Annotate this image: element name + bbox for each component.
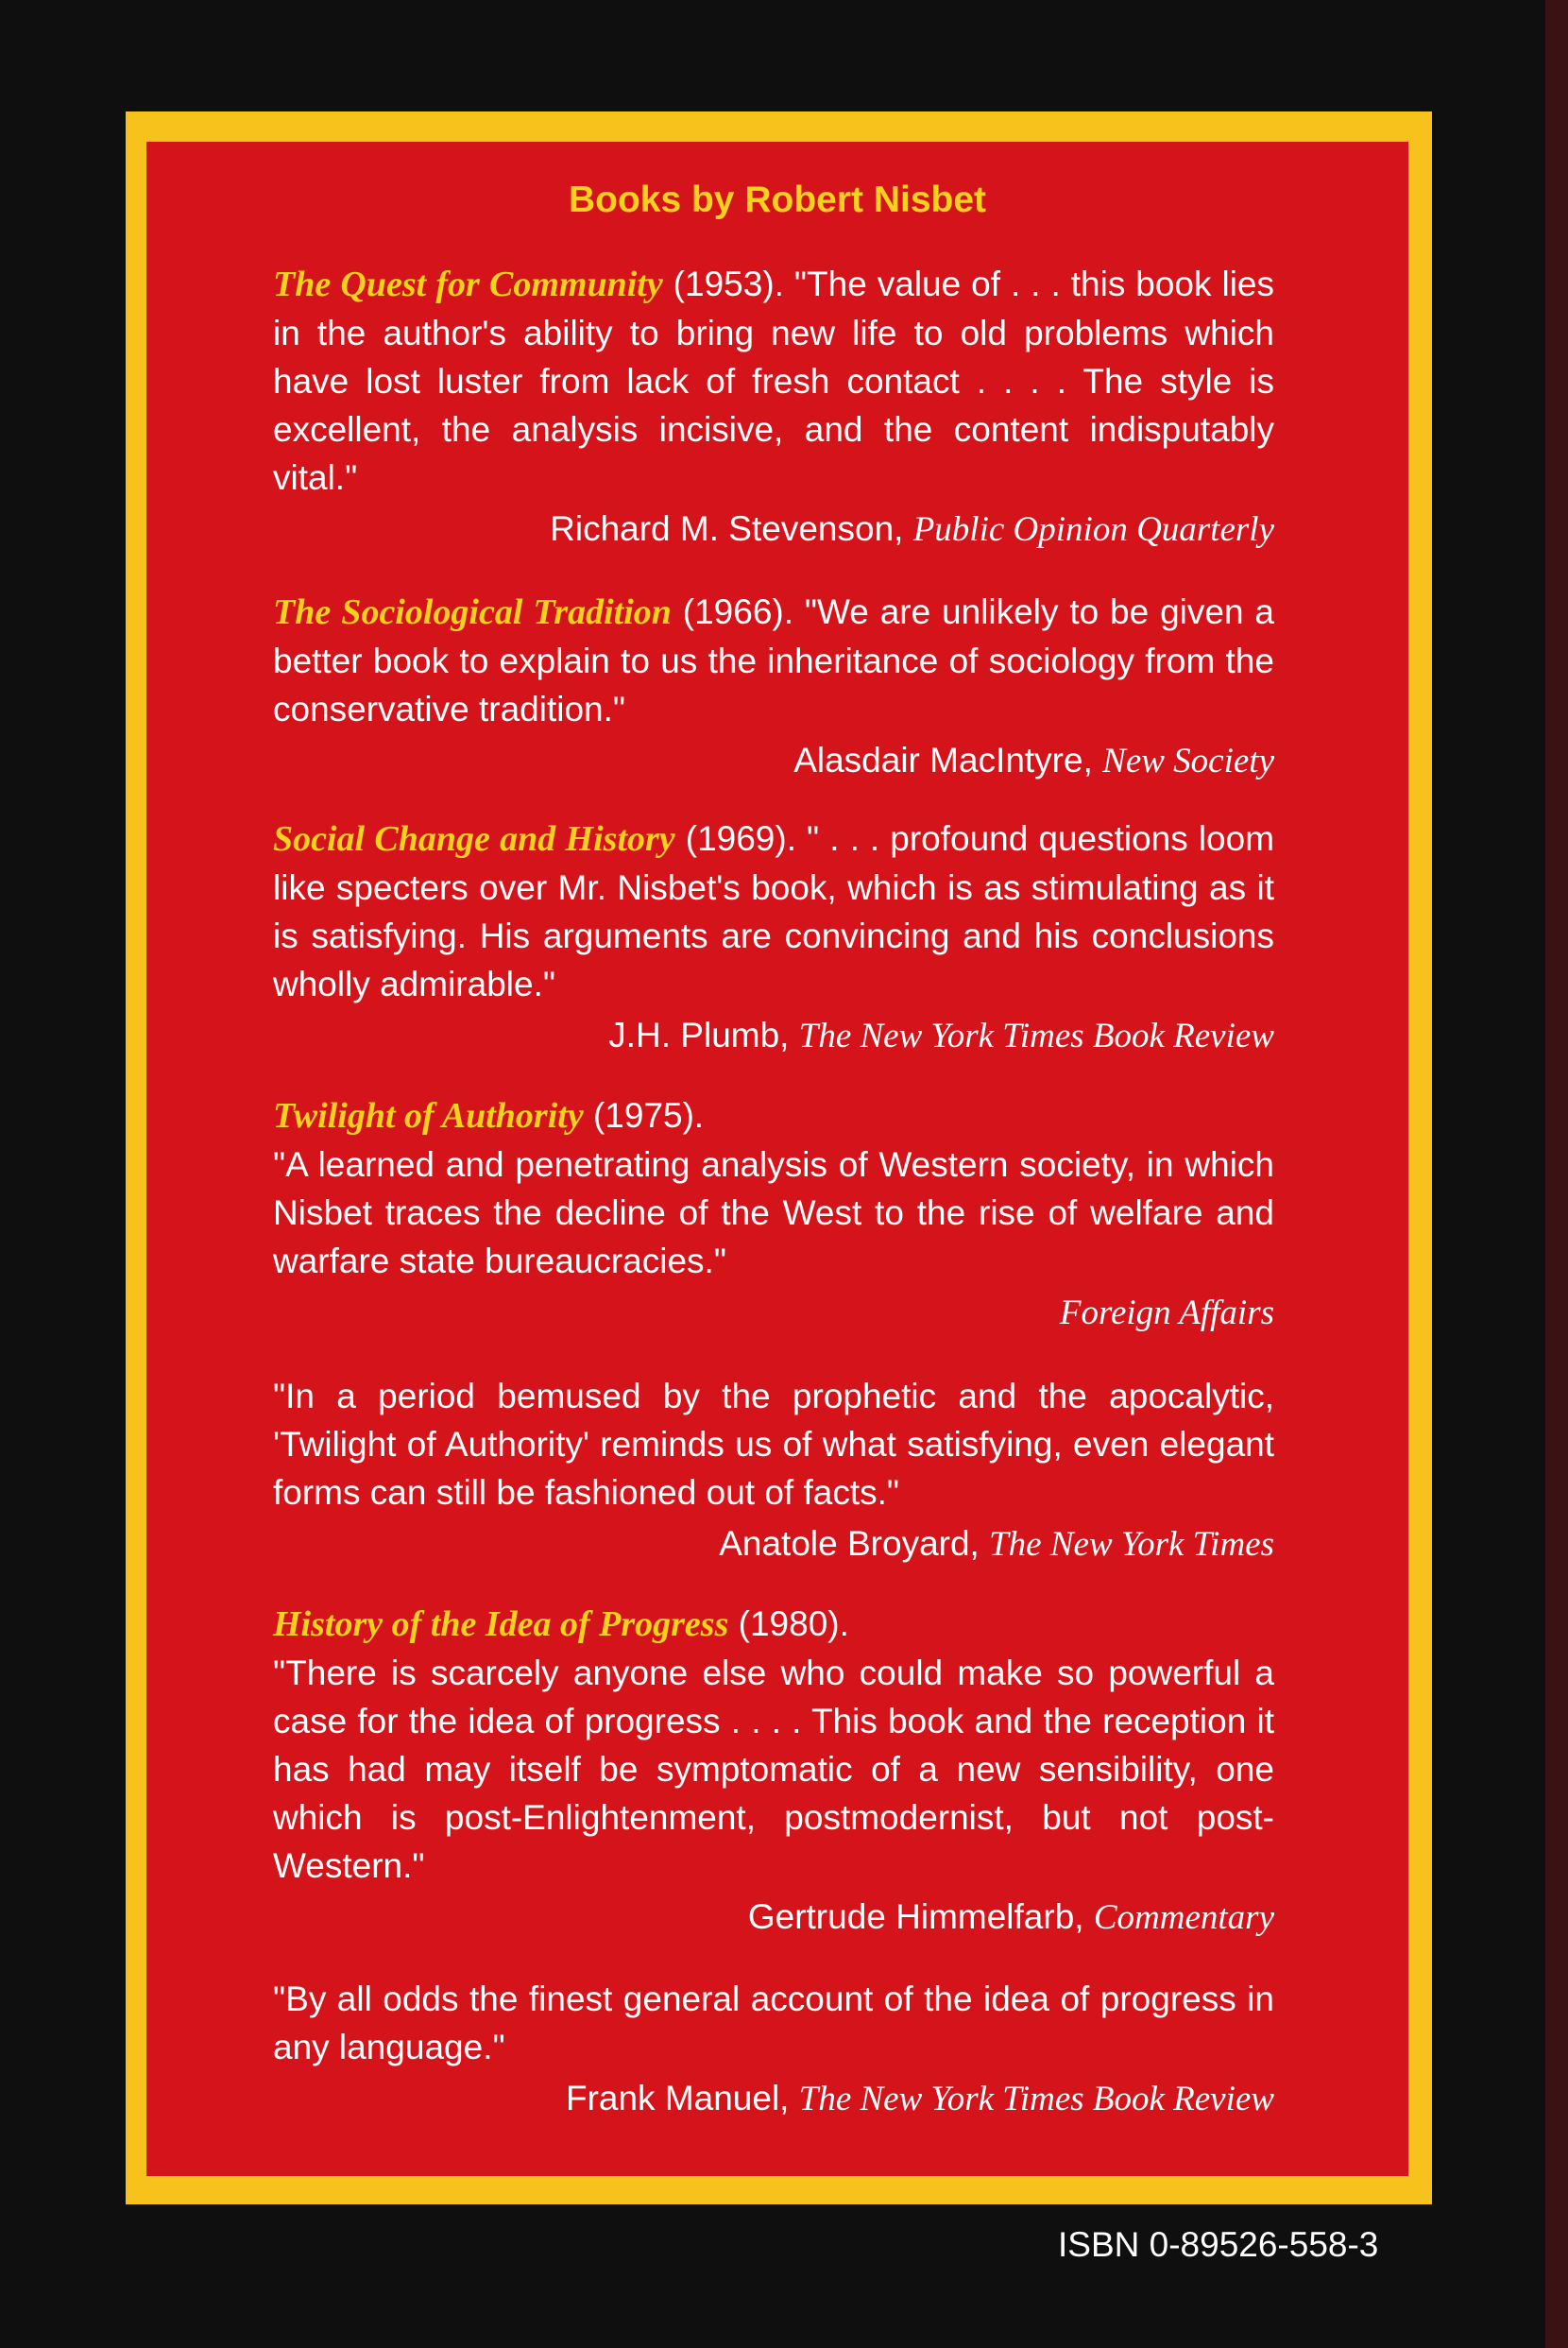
source-publication: The New York Times Book Review: [798, 1017, 1274, 1055]
review-entry: [273, 1975, 1274, 2123]
source-publication: Commentary: [1093, 1898, 1274, 1937]
attribution: [273, 1011, 1274, 1060]
attribution: [273, 2074, 1274, 2123]
book-title: The Sociological Tradition: [273, 592, 672, 632]
source-publication: New Society: [1102, 742, 1274, 780]
review-quote: "The value of . . . this book lies in the author's ability to bring new life to old problems which have lost luster from lack of fresh contact . . . . The style is excellent, the analysis incisive, and the content indisputably vital.": [273, 265, 1274, 497]
book-title: Social Change and History: [273, 819, 675, 859]
page-title: Books by Robert Nisbet: [568, 180, 987, 220]
attribution: [273, 1893, 1274, 1942]
review-quote: " . . . profound questions loom like specters over Mr. Nisbet's book, which is as stimulating as it is satisfying. His arguments are convincing and his conclusions wholly admirable.": [273, 819, 1275, 1003]
red-panel: [146, 142, 1408, 2176]
attribution: [273, 505, 1274, 554]
book-title: History of the Idea of Progress: [273, 1604, 729, 1644]
review-quote: "There is scarcely anyone else who could make so powerful a case for the idea of progress . . . . This book and the reception it has had may itself be symptomatic of a new sensibility, one which is post-Enlightenment, postmodernist, but not post-Western.": [273, 1654, 1274, 1885]
isbn-number: ISBN 0-89526-558-3: [1058, 2225, 1379, 2264]
cover-edge: [1545, 0, 1568, 2348]
source-publication: Foreign Affairs: [1059, 1294, 1274, 1332]
reviewer-name: Richard M. Stevenson,: [550, 509, 913, 548]
review-quote: "A learned and penetrating analysis of Western society, in which Nisbet traces the decline of the West to the rise of welfare and warfare state bureaucracies.": [273, 1145, 1274, 1280]
review-quote: "In a period bemused by the prophetic and the apocalytic, 'Twilight of Authority' reminds us of what satisfying, even elegant forms can still be fashioned out of facts.": [273, 1377, 1274, 1512]
reviewer-name: Gertrude Himmelfarb,: [747, 1897, 1094, 1936]
publication-year: (1969).: [674, 819, 808, 858]
publication-year: (1980).: [728, 1604, 849, 1643]
review-entry: [273, 1600, 1274, 1942]
reviewer-name: J.H. Plumb,: [608, 1016, 799, 1054]
review-entry: [273, 814, 1274, 1060]
review-entry: [273, 588, 1274, 785]
source-publication: The New York Times Book Review: [798, 2080, 1274, 2118]
publication-year: (1975).: [583, 1096, 705, 1135]
book-title: Twilight of Authority: [273, 1096, 584, 1136]
reviewer-name: Alasdair MacIntyre,: [793, 741, 1103, 780]
review-quote: "We are unlikely to be given a better book to explain to us the inheritance of sociology from the conservative tradition.": [273, 592, 1274, 728]
source-publication: Public Opinion Quarterly: [912, 510, 1274, 549]
review-entry: [273, 1372, 1274, 1568]
book-title: The Quest for Community: [273, 265, 663, 304]
attribution: [273, 736, 1274, 785]
publication-year: (1966).: [671, 592, 805, 631]
review-entry: [273, 1091, 1274, 1337]
review-entry: [273, 260, 1274, 554]
publication-year: (1953).: [662, 265, 794, 303]
reviewer-name: Anatole Broyard,: [719, 1524, 990, 1563]
review-quote: "By all odds the finest general account of the idea of progress in any language.": [273, 1980, 1274, 2066]
source-publication: The New York Times: [989, 1525, 1274, 1564]
attribution: [273, 1288, 1274, 1337]
reviewer-name: Frank Manuel,: [565, 2079, 799, 2117]
attribution: [273, 1519, 1274, 1568]
